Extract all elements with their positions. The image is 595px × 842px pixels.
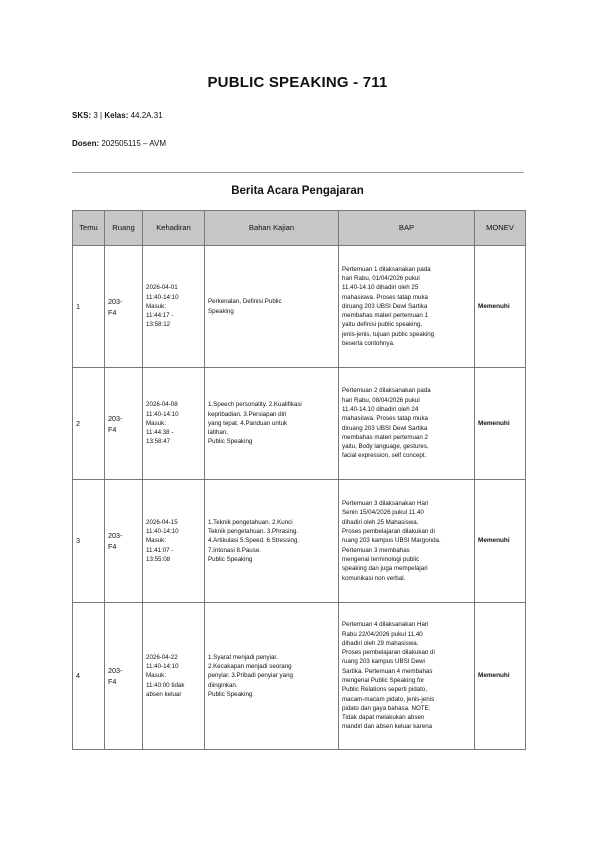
bahan-line: penyiar. 3.Pribadi penyiar yang (208, 672, 293, 680)
bap-line: pidato dan gaya bahasa. NOTE: (342, 704, 431, 712)
cell-kehadiran (143, 480, 205, 603)
divider (72, 172, 524, 173)
bap-line: hari Rabu, 01/04/2026 pukul (342, 274, 420, 282)
bap-line: diruang 203 UBSI Dewi Sartika (342, 424, 428, 432)
bap-line: mahasiswa. Proses tatap muka (342, 415, 428, 423)
header-bahan-kajian: Bahan Kajian (205, 211, 339, 246)
cell-kehadiran (143, 368, 205, 480)
bahan-line: diinginkan. (208, 681, 238, 689)
header-temu: Temu (73, 211, 105, 246)
bap-line: Tidak dapat melakukan absen (342, 714, 425, 722)
bap-line: mandiri dan absen keluar karena (342, 723, 433, 731)
cell-bahan-kajian (205, 480, 339, 603)
ruang-line: F4 (108, 307, 117, 317)
bahan-line: 1.Syarat menjadi penyiar. (208, 653, 278, 661)
bap-line: mengenai terminologi public (342, 555, 420, 563)
bap-line: speaking dan juga mempelajari (342, 565, 428, 573)
section-title: Berita Acara Pengajaran (231, 185, 364, 197)
bap-line: facial expression, self concept. (342, 452, 427, 460)
bap-line: Proses pembelajaran dilakukan di (342, 649, 435, 657)
cell-bap (339, 368, 475, 480)
dosen-value: 202505115 – AVM (101, 139, 167, 148)
header-bap: BAP (339, 211, 475, 246)
ruang-line: 203- (108, 666, 123, 675)
document-title: PUBLIC SPEAKING - 711 (207, 74, 388, 91)
cell-temu: 4 (73, 603, 105, 750)
kehadiran-line: 13:58:12 (146, 321, 171, 329)
kelas-label: Kelas: (104, 111, 129, 120)
kehadiran-line: 2026-04-15 (146, 518, 178, 526)
bap-line: 11.40-14.10 dihadiri oleh 24 (342, 405, 419, 413)
bap-line: Sartika. Pertemuan 4 membahas (342, 667, 433, 675)
bap-line: hari Rabu, 08/04/2026 pukul (342, 396, 420, 404)
bap-line: membahas materi pertemuan 2 (342, 433, 428, 441)
bap-line: beserta contohnya. (342, 340, 395, 348)
cell-monev: Memenuhi (475, 246, 526, 368)
kehadiran-line: 11:44:38 - (146, 429, 174, 437)
bap-line: macam-macam pidato, jenis-jenis (342, 695, 435, 703)
bap-line: yaitu definisi public speaking, (342, 321, 423, 329)
kehadiran-line: 2026-04-01 (146, 284, 178, 292)
bap-line: mahasiswa. Proses tatap muka (342, 293, 428, 301)
ruang-line: F4 (108, 677, 117, 686)
bap-line: Pertemuan 1 dilaksanakan pada (342, 265, 431, 273)
cell-bahan-kajian (205, 246, 339, 368)
cell-bahan-kajian (205, 603, 339, 750)
kehadiran-line: 2026-04-22 (146, 653, 178, 661)
cell-temu: 2 (73, 368, 105, 480)
bahan-line: Teknik pengetahuan. 3.Phrasing. (208, 528, 299, 536)
kehadiran-line: 11:44:17 - (146, 312, 174, 320)
lecturer-info (72, 139, 166, 148)
cell-bap (339, 480, 475, 603)
kehadiran-line: 13:58:47 (146, 438, 171, 446)
cell-monev: Memenuhi (475, 603, 526, 750)
bap-line: komunikasi non verbal. (342, 574, 406, 582)
bap-line: mengenai Public Speaking for (342, 677, 425, 684)
bahan-line: kepribadian. 3.Persiapan diri (208, 410, 287, 418)
kehadiran-line: Masuk: (146, 537, 166, 545)
cell-temu: 3 (73, 480, 105, 603)
ruang-line: 203- (108, 413, 123, 423)
bap-line: diruang 203 UBSI Dewi Sartika (342, 302, 428, 310)
bap-line: Senin 15/04/2026 pukul 11.40 (342, 509, 424, 517)
kehadiran-line: Masuk: (146, 419, 166, 427)
bahan-line: Public Speaking (208, 690, 253, 698)
table-row (73, 246, 526, 368)
ruang-line: F4 (108, 542, 117, 551)
bahan-line: Perkenalan, Definisi Public (208, 298, 282, 306)
bap-line: ruang 203 kampus UBSI Margonda. (342, 537, 441, 545)
table-row (73, 603, 526, 750)
header-ruang: Ruang (105, 211, 143, 246)
bap-line: Pertemuan 2 dilaksanakan pada (342, 387, 431, 395)
bap-line: jenis-jenis, tujuan public speaking (342, 330, 435, 338)
cell-monev: Memenuhi (475, 480, 526, 603)
cell-temu: 1 (73, 246, 105, 368)
cell-bap (339, 246, 475, 368)
bap-line: dihadiri oleh 29 mahasiswa. (342, 639, 419, 647)
bap-line: Proses pembelajaran dilakukan di (342, 528, 435, 536)
table-row (73, 368, 526, 480)
sks-value: 3 (93, 111, 98, 120)
bap-line: Pertemuan 3 dilaksanakan Hari (342, 500, 429, 508)
bahan-line: 1.Speech personality. 2.Kualifikasi (208, 401, 302, 409)
bahan-line: 1.Teknik pengetahuan. 2.Kunci (208, 518, 293, 526)
cell-ruang (105, 603, 143, 750)
kehadiran-line: 11:40-14:10 (146, 528, 179, 536)
ruang-line: 203- (108, 296, 123, 306)
cell-monev: Memenuhi (475, 368, 526, 480)
bahan-line: Public Speaking (208, 438, 253, 446)
bahan-line: 4.Artikulasi 5.Speed. 6.Stressing. (208, 537, 300, 545)
bahan-line: Speaking (208, 307, 234, 315)
table-header-row (73, 211, 526, 246)
bahan-line: 2.Kecakapan menjadi seorang (208, 663, 292, 671)
bap-line: ruang 203 kampus UBSI Dewi (342, 658, 425, 666)
ruang-line: 203- (108, 531, 123, 540)
bahan-line: yang tepat. 4.Panduan untuk (208, 419, 288, 427)
cell-bap (339, 603, 475, 750)
cell-ruang (105, 368, 143, 480)
bahan-line: 7.Intonasi 8.Pause. (208, 546, 261, 554)
bap-line: Rabu 22/04/2026 pukul 11.40 (342, 630, 423, 638)
sks-label: SKS: (72, 111, 92, 120)
kehadiran-line: Masuk: (146, 672, 166, 680)
bap-line: membahas materi pertemuan 1 (342, 312, 428, 320)
bahan-line: Public Speaking (208, 555, 253, 563)
bap-table (72, 210, 526, 750)
kehadiran-line: 11:40:00 tidak (146, 681, 185, 689)
kehadiran-line: Masuk: (146, 302, 166, 310)
bap-line: dihadiri oleh 25 Mahasiswa. (342, 518, 419, 526)
separator: | (100, 111, 103, 120)
table-row (73, 480, 526, 603)
kehadiran-line: 11:41:07 - (146, 546, 174, 554)
kehadiran-line: 13:55:08 (146, 555, 171, 563)
kelas-value: 44.2A.31 (130, 111, 163, 120)
bap-line: 11.40-14.10 dihadiri oleh 25 (342, 284, 419, 292)
bap-line: Public Relations seperti pidato, (342, 686, 427, 694)
cell-ruang (105, 480, 143, 603)
course-info (72, 111, 163, 120)
dosen-label: Dosen: (72, 139, 100, 148)
cell-ruang (105, 246, 143, 368)
bahan-line: latihan. (208, 429, 228, 437)
kehadiran-line: 11:40-14:10 (146, 410, 179, 418)
bap-line: yaitu, Body language, gestures, (342, 443, 429, 451)
kehadiran-line: 2026-04-08 (146, 401, 178, 409)
cell-bahan-kajian (205, 368, 339, 480)
bap-line: Pertemuan 3 membahas (342, 546, 410, 554)
kehadiran-line: 11:40-14:10 (146, 293, 179, 301)
kehadiran-line: absen keluar (146, 690, 182, 698)
header-monev: MONEV (475, 211, 526, 246)
cell-kehadiran (143, 603, 205, 750)
bap-line: Pertemuan 4 dilaksanakan Hari (342, 621, 429, 629)
kehadiran-line: 11:40-14:10 (146, 663, 179, 671)
header-kehadiran: Kehadiran (143, 211, 205, 246)
cell-kehadiran (143, 246, 205, 368)
ruang-line: F4 (108, 424, 117, 434)
